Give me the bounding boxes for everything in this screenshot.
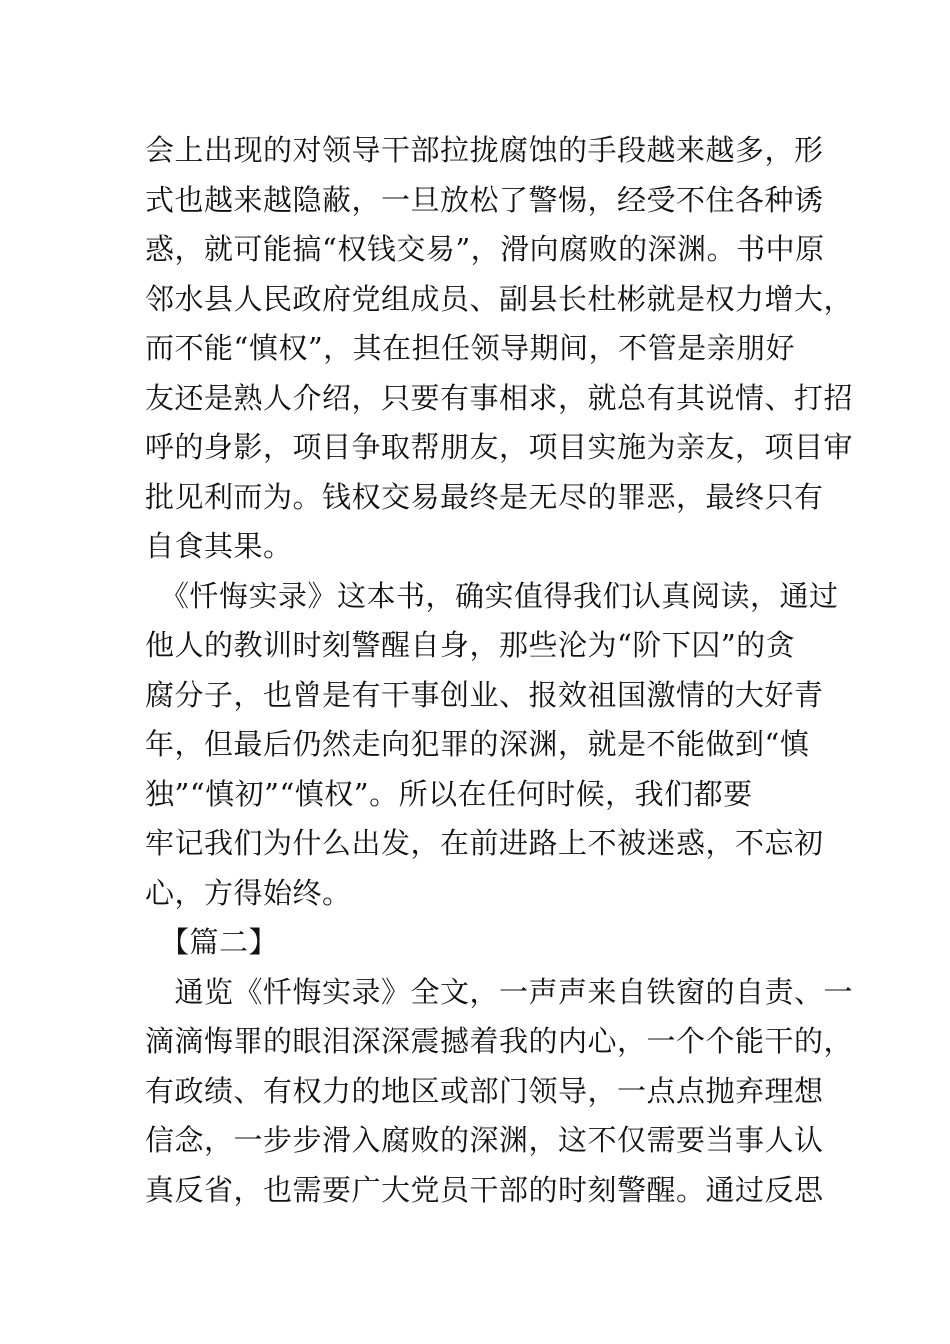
text-line: 批见利而为。钱权交易最终是无尽的罪恶，最终只有 xyxy=(145,479,824,514)
section-heading: 【篇二】 xyxy=(145,925,279,959)
paragraph-first-line: 通览《忏悔实录》全文，一声声来自铁窗的自责、一 xyxy=(145,974,854,1009)
paragraph-first-line: 《忏悔实录》这本书，确实值得我们认真阅读，通过 xyxy=(145,578,839,613)
text-line: 牢记我们为什么出发，在前进路上不被迷惑，不忘初 xyxy=(145,826,824,860)
text-line: 真反省，也需要广大党员干部的时刻警醒。通过反思 xyxy=(145,1172,824,1207)
text-line: 会上出现的对领导干部拉拢腐蚀的手段越来越多，形 xyxy=(145,133,824,167)
text-line: 心，方得始终。 xyxy=(145,875,352,910)
text-line: 惑，就可能搞“权钱交易”，滑向腐败的深渊。书中原 xyxy=(145,232,825,266)
text-line: 自食其果。 xyxy=(145,529,293,563)
text-line: 腐分子，也曾是有干事创业、报效祖国激情的大好青 xyxy=(145,677,824,712)
text-line: 信念，一步步滑入腐败的深渊，这不仅需要当事人认 xyxy=(145,1123,824,1157)
text-line: 呼的身影，项目争取帮朋友，项目实施为亲友，项目审 xyxy=(145,430,854,464)
text-line: 式也越来越隐蔽，一旦放松了警惕，经受不住各种诱 xyxy=(145,182,824,217)
document-body xyxy=(145,126,854,1215)
text-line: 他人的教训时刻警醒自身，那些沦为“阶下囚”的贪 xyxy=(145,628,796,662)
text-line: 年，但最后仍然走向犯罪的深渊，就是不能做到“慎 xyxy=(145,727,810,761)
text-line: 有政绩、有权力的地区或部门领导，一点点抛弃理想 xyxy=(145,1073,824,1108)
text-line: 而不能“慎权”，其在担任领导期间，不管是亲朋好 xyxy=(145,331,796,365)
text-line: 滴滴悔罪的眼泪深深震撼着我的内心，一个个能干的， xyxy=(145,1024,854,1058)
text-line: 邻水县人民政府党组成员、副县长杜彬就是权力增大， xyxy=(145,281,854,316)
text-line: 友还是熟人介绍，只要有事相求，就总有其说情、打招 xyxy=(145,380,854,415)
text-line: 独”“慎初”“慎权”。所以在任何时候，我们都要 xyxy=(145,776,753,811)
